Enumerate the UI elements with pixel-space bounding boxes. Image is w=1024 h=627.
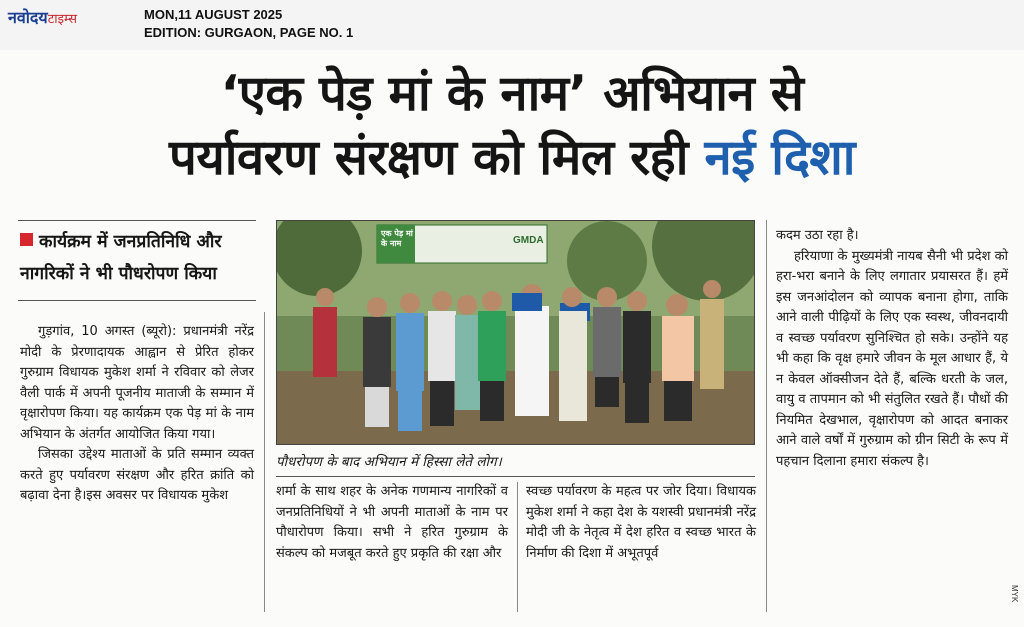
column-divider (766, 220, 767, 612)
headline-line-2 (0, 126, 1024, 190)
article-column-4 (776, 226, 1008, 472)
article-paragraph: कदम उठा रहा है। (776, 228, 859, 243)
headline-line-2-main: पर्यावरण संरक्षण को मिल रही (168, 129, 705, 186)
article-column-1 (20, 322, 254, 507)
article-paragraph: हरियाणा के मुख्यमंत्री नायब सैनी भी प्रदेश को हरा-भरा बनाने के लिए लगातार प्रयासरत हैं। हमें इस जनआंदोलन को व्यापक बनाना होगा, ताकि आने वाली पीढ़ियों के लिए एक स्वस्थ, जीवनदायी व स्वच्छ पर्यावरण सुनिश्चित हो सके। उन्होंने यह भी कहा कि वृक्ष हमारे जीवन के मूल आधार हैं, ये न केवल ऑक्सीजन देते हैं, बल्कि धरती के जल, वायु व तापमान को भी संतुलित रखते हैं। पौधों की नियमित देखभाल, वृक्षारोपण को आदत बनाकर आने वाले वर्षों में गुरुग्राम को ग्रीन सिटी के रूप में पहचान दिलाना हमारा संकल्प है। (776, 248, 1008, 469)
edition-line: EDITION: GURGAON, PAGE NO. 1 (144, 25, 354, 40)
logo-text-primary: नवोदय (8, 8, 48, 27)
headline-line-1: ‘एक पेड़ मां के नाम’ अभियान से (220, 65, 804, 122)
article-paragraph: शर्मा के साथ शहर के अनेक गणमान्य नागरिकों व जनप्रतिनिधियों ने भी अपनी माताओं के नाम पर पौधारोपण किया। सभी ने हरित गुरुग्राम के संकल्प को मजबूत करते हुए प्रकृति की रक्षा और (276, 484, 508, 561)
print-color-mark: MYK (1010, 585, 1019, 603)
clip-header-bar (0, 0, 1024, 50)
photo-banner-text: एक पेड़ मां के नाम (381, 229, 413, 248)
edition-info (144, 6, 353, 42)
article-paragraph: स्वच्छ पर्यावरण के महत्व पर जोर दिया। विधायक मुकेश शर्मा ने कहा देश के यशस्वी प्रधानमंत्री नरेंद्र मोदी जी के नेतृत्व में देश हरित व स्वच्छ भारत के निर्माण की दिशा में अभूतपूर्व (526, 484, 756, 561)
headline (0, 62, 1024, 190)
photo-caption: पौधरोपण के बाद अभियान में हिस्सा लेते लोग। (276, 454, 502, 470)
column-divider (517, 482, 518, 612)
newspaper-logo (8, 6, 77, 28)
event-photo (276, 220, 755, 445)
column-divider (264, 312, 265, 612)
subheading-line-1 (20, 226, 252, 258)
article-paragraph: गुड़गांव, 10 अगस्त (ब्यूरो): प्रधानमंत्री नरेंद्र मोदी के प्रेरणादायक आह्वान से प्रेरित होकर गुरुग्राम विधायक मुकेश शर्मा ने रविवार को लेजर वैली पार्क में अपनी पूजनीय माताजी के सम्मान में वृक्षारोपण किया। यह कार्यक्रम एक पेड़ मां के नाम अभियान के अंतर्गत आयोजित किया गया। (20, 324, 254, 442)
subheading-line-2: नागरिकों ने भी पौधरोपण किया (20, 264, 217, 284)
tree-plantation-photo-illustration (277, 221, 755, 445)
red-square-marker-icon (20, 233, 33, 246)
article-paragraph: जिसका उद्देश्य माताओं के प्रति सम्मान व्यक्त करते हुए पर्यावरण संरक्षण और हरित क्रांति को बढ़ावा देना है।इस अवसर पर विधायक मुकेश (20, 447, 254, 503)
gmda-logo: GMDA (513, 235, 544, 246)
caption-rule (276, 476, 755, 477)
article-column-2 (276, 482, 508, 564)
article-column-3 (526, 482, 756, 564)
subheading-line-1-text: कार्यक्रम में जनप्रतिनिधि और (39, 232, 222, 252)
date-line: MON,11 AUGUST 2025 (144, 7, 283, 22)
subheading-top-rule (18, 220, 256, 221)
logo-text-secondary: टाइम्स (47, 12, 78, 27)
subheading-bottom-rule (18, 300, 256, 301)
subheading (20, 226, 252, 290)
headline-accent: नई दिशा (704, 129, 855, 186)
